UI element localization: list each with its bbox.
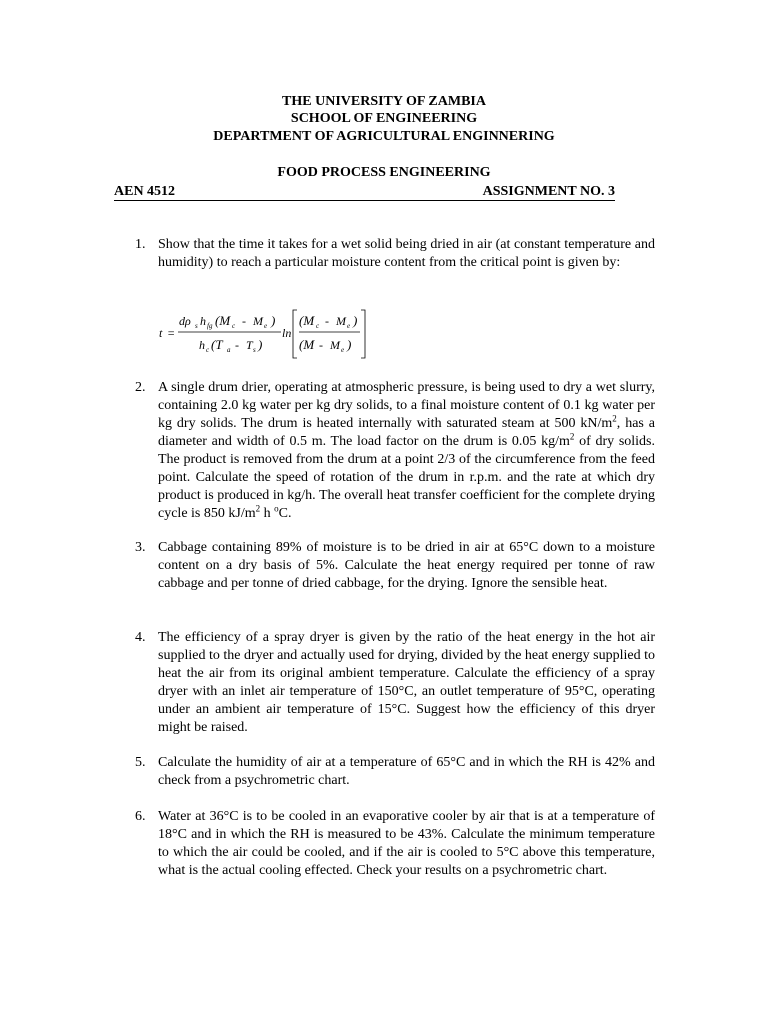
formula-minus: -: [242, 314, 246, 328]
question-5: [135, 754, 655, 790]
formula-num-m: M: [253, 314, 263, 328]
formula-ratio-num-open: (M: [299, 313, 315, 328]
university-name: THE UNIVERSITY OF ZAMBIA: [282, 94, 486, 109]
formula-num-open: (M: [215, 313, 231, 328]
formula-num-h: h: [200, 314, 206, 328]
formula-ratio-den-sub-e: e: [341, 346, 345, 354]
formula-num-drho: dρ: [179, 314, 191, 328]
formula-ratio-den-close: ): [347, 337, 352, 352]
formula-right-bracket: [361, 310, 365, 358]
formula-equals: =: [167, 326, 176, 340]
formula-ratio-den-open: (M: [299, 337, 315, 352]
formula-lhs: t: [159, 326, 163, 340]
formula-sub-s2: s: [253, 346, 256, 354]
course-code-line: [114, 183, 615, 201]
question-4: [135, 629, 655, 737]
formula-den-close: ): [258, 337, 263, 352]
question-text: Water at 36°C is to be cooled in an evaporative cooler by air that is at a temperature of 18°C and in which the RH is measured to be 43%. Calculate the minimum temperature to which the air could be cooled, and if the air is cooled to 5°C above this temperature, what is the actual cooling effected. Check your results on a psychrometric chart.: [158, 809, 655, 878]
question-text: Cabbage containing 89% of moisture is to be dried in air at 65°C down to a moisture content on a dry basis of 5%. Calculate the heat energy required per tonne of raw cabbage and per tonne of dried cabbage, for the drying. Ignore the sensible heat.: [158, 540, 655, 591]
question-6: [135, 808, 655, 880]
formula-ratio-minus: -: [325, 314, 329, 328]
formula-ratio-sub-c: c: [316, 322, 320, 330]
assignment-number: ASSIGNMENT NO. 3: [482, 184, 615, 199]
formula-den-minus: -: [235, 338, 239, 352]
question-number: 5.: [135, 755, 146, 770]
question-text: The efficiency of a spray dryer is given by the ratio of the heat energy in the hot air supplied to the dryer and actually used for drying, divided by the heat energy supplied to heat the air from its original ambient temperature. Calculate the efficiency of a spray dryer with an inlet air temperature of 150°C, an outlet temperature of 95°C, operating under an ambient air temperature of 15°C. Suggest how the efficiency of this dryer might be raised.: [158, 630, 655, 735]
formula-sub-c: c: [232, 322, 236, 330]
formula-den-open: (T: [211, 337, 223, 352]
course-title: FOOD PROCESS ENGINEERING: [277, 165, 491, 180]
formula-den-h: h: [199, 338, 205, 352]
formula-ratio-m: M: [336, 314, 346, 328]
question-number: 3.: [135, 540, 146, 555]
formula-left-bracket: [293, 310, 297, 358]
question-number: 4.: [135, 630, 146, 645]
question-text: Calculate the humidity of air at a temperature of 65°C and in which the RH is 42% and check from a psychrometric chart.: [158, 755, 655, 788]
drying-time-formula: [157, 306, 377, 362]
question-2: [135, 379, 655, 523]
formula-sub-c2: c: [206, 346, 210, 354]
department-name: DEPARTMENT OF AGRICULTURAL ENGINNERING: [213, 129, 555, 144]
formula-ln: ln: [282, 326, 292, 340]
question-text: A single drum drier, operating at atmospheric pressure, is being used to dry a wet slurry, containing 2.0 kg water per kg dry solids, to a final moisture content of 0.1 kg water per kg dry solids. The drum is heated internally with saturated steam at 500 $kN/m^2$, has a diameter and width of 0.5 m. The load factor on the drum is 0.05 $kg/m^2$ of dry solids. The product is removed from the drum at a point 2/3 of the circumference from the feed point. Calculate the speed of rotation of the drum in r.p.m. and the rate at which dry product is produced in kg/h. The overall heat transfer coefficient for the complete drying cycle is 850 $kJ/m^2$ h $^o$C.: [158, 380, 655, 521]
question-number: 6.: [135, 809, 146, 824]
formula-sub-s: s: [195, 322, 198, 330]
question-text: Show that the time it takes for a wet solid being dried in air (at constant temperature and humidity) to reach a particular moisture content from the critical point is given by:: [158, 237, 655, 270]
formula-ratio-den-m: M: [330, 338, 340, 352]
formula-ratio-sub-e: e: [347, 322, 351, 330]
question-number: 1.: [135, 237, 146, 252]
formula-num-close: ): [271, 313, 276, 328]
question-1: [135, 236, 655, 272]
formula-sub-fg: fg: [207, 322, 213, 330]
formula-ratio-den-minus: -: [319, 338, 323, 352]
question-number: 2.: [135, 380, 146, 395]
course-code: AEN 4512: [114, 184, 176, 199]
formula-sub-e: e: [264, 322, 268, 330]
formula-den-ts: T: [246, 338, 253, 352]
formula-sub-a: a: [227, 346, 231, 354]
school-name: SCHOOL OF ENGINEERING: [290, 111, 478, 126]
formula-ratio-num-close: ): [353, 313, 358, 328]
question-3: [135, 539, 655, 593]
